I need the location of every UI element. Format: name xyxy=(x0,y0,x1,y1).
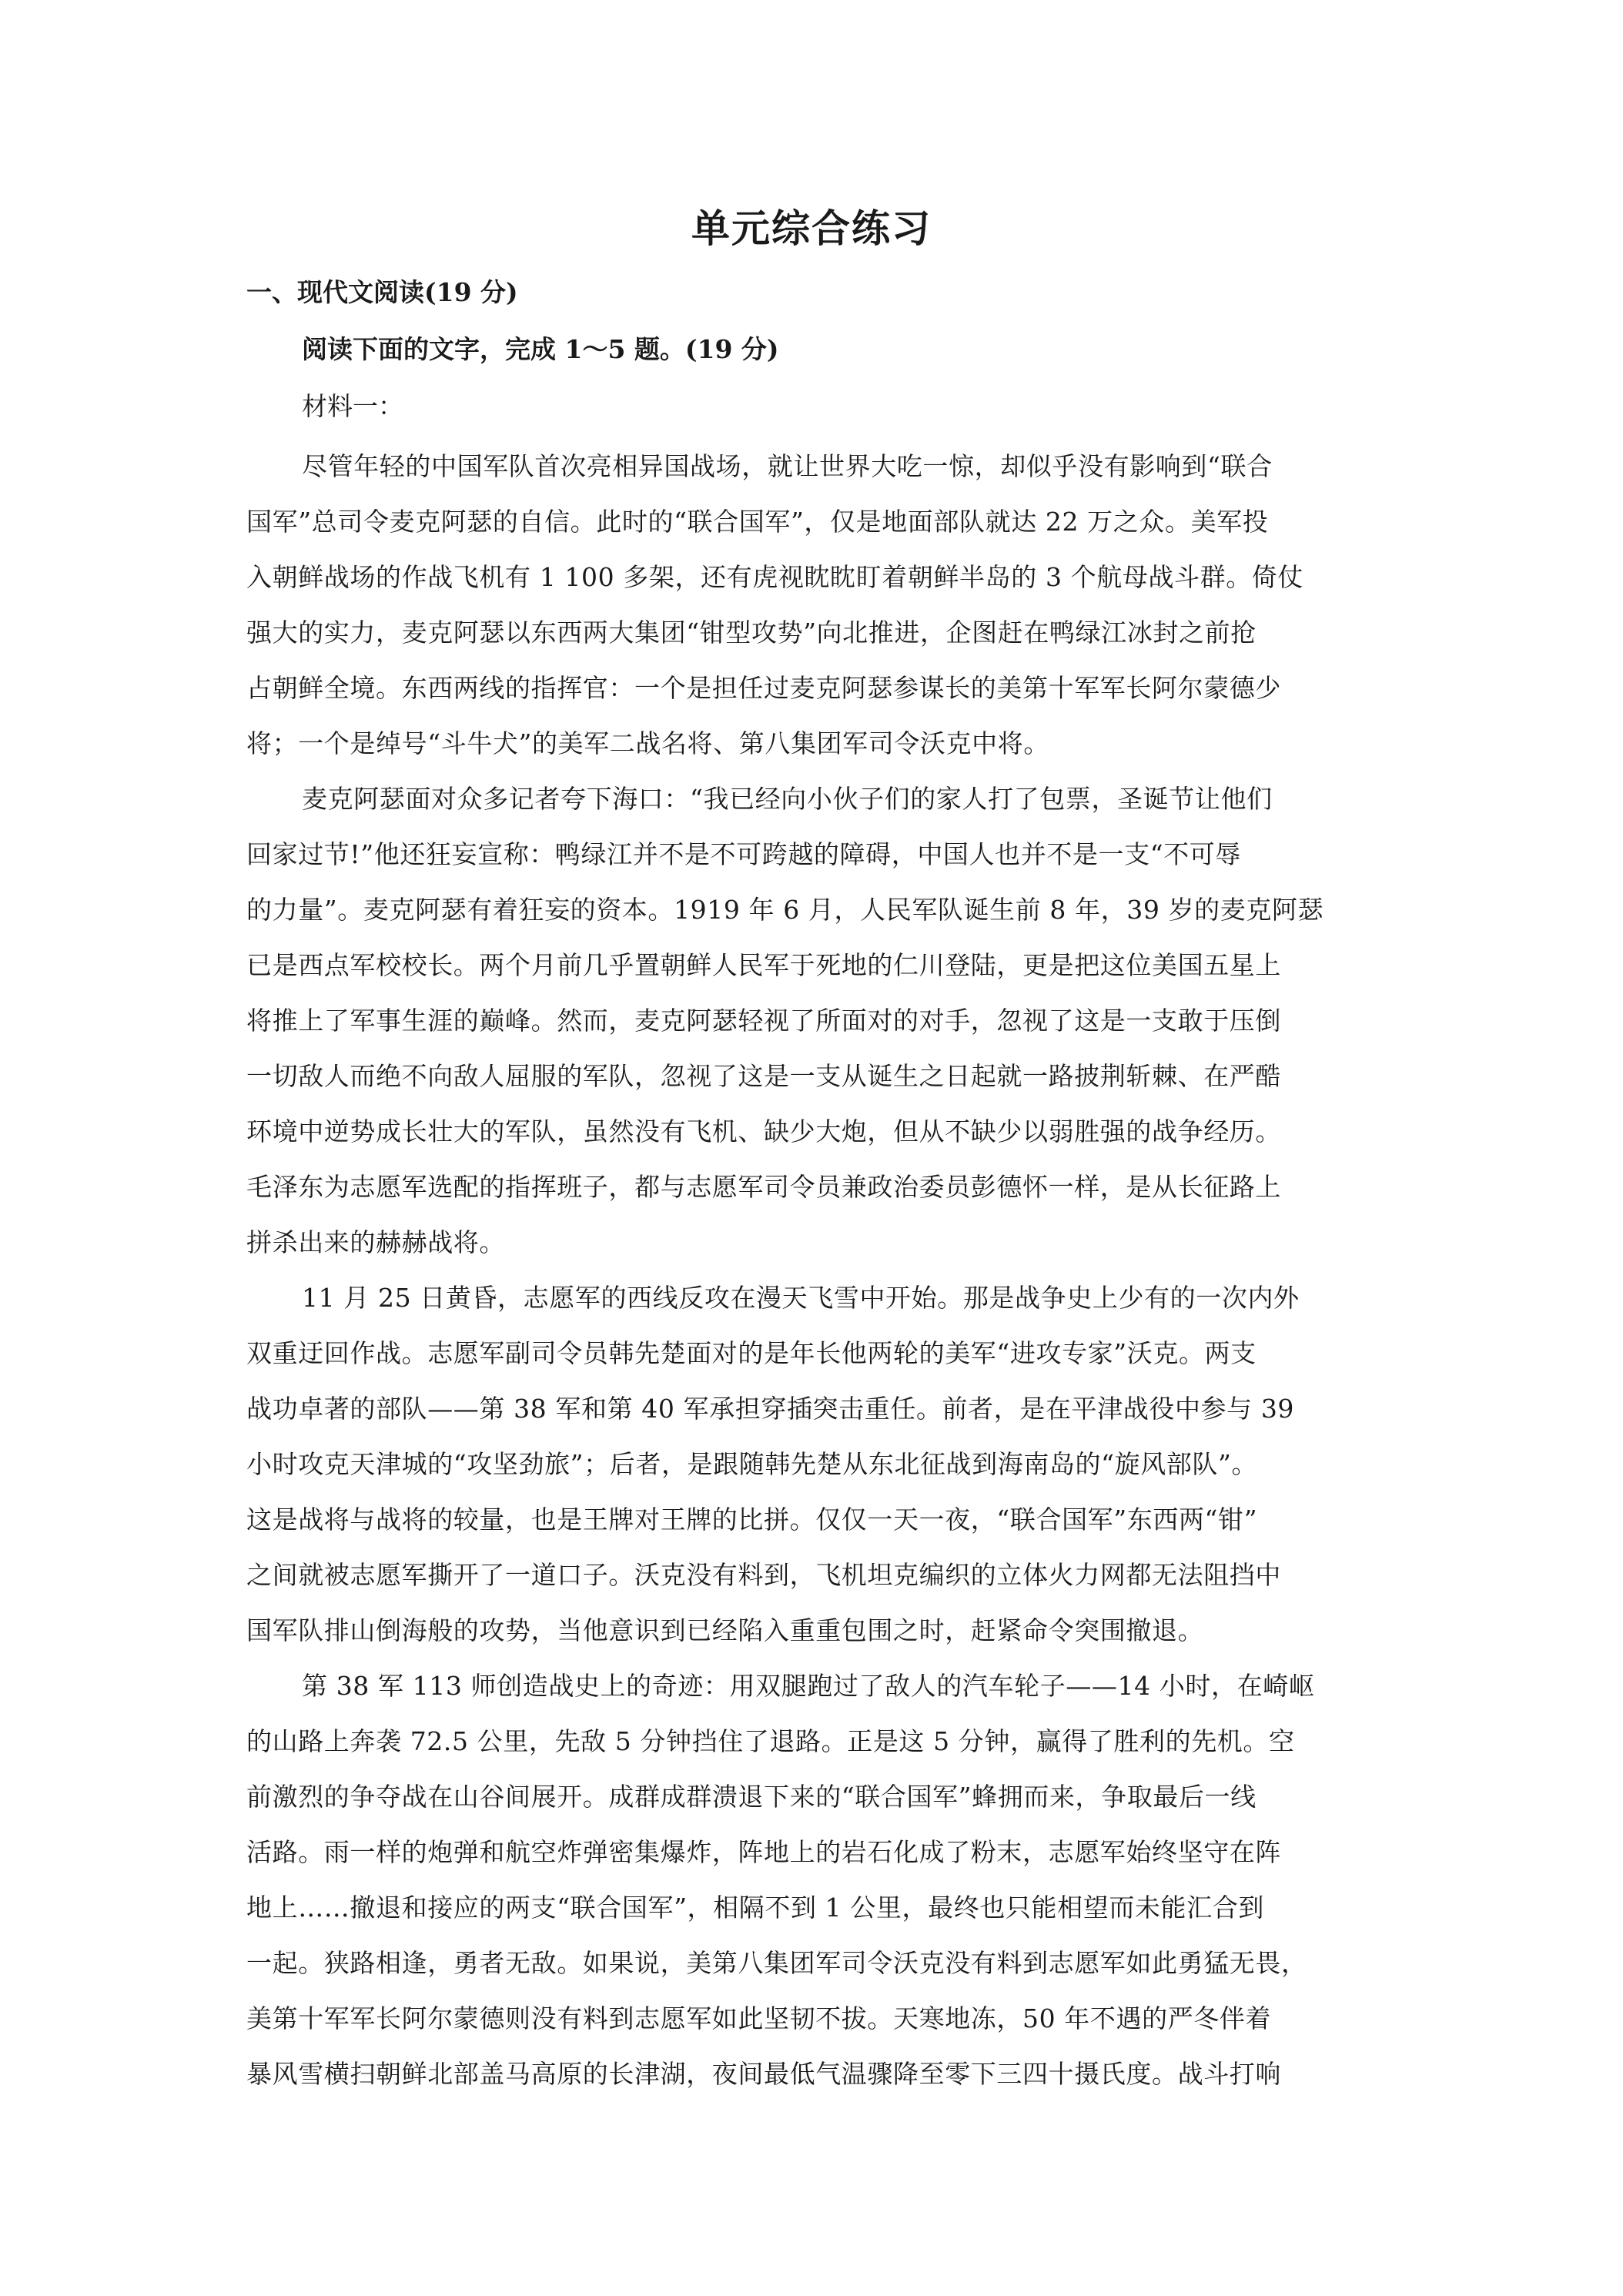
paragraph-4 xyxy=(246,1658,1386,2102)
paragraph-line: 之间就被志愿军撕开了一道口子。沃克没有料到，飞机坦克编织的立体火力网都无法阻挡中 xyxy=(246,1560,1281,1590)
paragraph-line: 的山路上奔袭 72.5 公里，先敌 5 分钟挡住了退路。正是这 5 分钟，赢得了胜利的先机。空 xyxy=(246,1726,1295,1756)
paragraph-line: 回家过节!”他还狂妄宣称：鸭绿江并不是不可跨越的障碍，中国人也并不是一支“不可辱 xyxy=(246,839,1242,869)
paragraph-line: 的力量”。麦克阿瑟有着狂妄的资本。1919 年 6 月，人民军队诞生前 8 年，39 岁的麦克阿瑟 xyxy=(246,895,1324,925)
material-label: 材料一： xyxy=(302,391,403,421)
paragraph-line: 战功卓著的部队——第 38 军和第 40 军承担穿插突击重任。前者，是在平津战役中参与 39 xyxy=(246,1394,1295,1424)
paragraph-line: 地上……撤退和接应的两支“联合国军”，相隔不到 1 公里，最终也只能相望而未能汇合到 xyxy=(246,1893,1264,1923)
paragraph-line: 占朝鲜全境。东西两线的指挥官：一个是担任过麦克阿瑟参谋长的美第十军军长阿尔蒙德少 xyxy=(246,673,1281,703)
section-heading: 一、现代文阅读(19 分) xyxy=(246,277,518,307)
paragraph-line: 毛泽东为志愿军选配的指挥班子，都与志愿军司令员兼政治委员彭德怀一样，是从长征路上 xyxy=(246,1172,1281,1202)
paragraph-line: 已是西点军校校长。两个月前几乎置朝鲜人民军于死地的仁川登陆，更是把这位美国五星上 xyxy=(246,950,1281,980)
paragraph-line: 小时攻克天津城的“攻坚劲旅”；后者，是跟随韩先楚从东北征战到海南岛的“旋风部队”。 xyxy=(246,1449,1258,1479)
paragraph-line: 国军队排山倒海般的攻势，当他意识到已经陷入重重包围之时，赶紧命令突围撤退。 xyxy=(246,1615,1204,1645)
paragraph-line: 入朝鲜战场的作战飞机有 1 100 多架，还有虎视眈眈盯着朝鲜半岛的 3 个航母战斗群。倚仗 xyxy=(246,562,1304,592)
paragraph-line: 这是战将与战将的较量，也是王牌对王牌的比拼。仅仅一天一夜，“联合国军”东西两“钳” xyxy=(246,1504,1258,1535)
paragraph-line: 麦克阿瑟面对众多记者夸下海口：“我已经向小伙子们的家人打了包票，圣诞节让他们 xyxy=(302,784,1273,814)
paragraph-line: 第 38 军 113 师创造战史上的奇迹：用双腿跑过了敌人的汽车轮子——14 小时，在崎岖 xyxy=(302,1671,1315,1701)
paragraph-line: 暴风雪横扫朝鲜北部盖马高原的长津湖，夜间最低气温骤降至零下三四十摄氏度。战斗打响 xyxy=(246,2059,1281,2089)
paragraph-line: 前激烈的争夺战在山谷间展开。成群成群溃退下来的“联合国军”蜂拥而来，争取最后一线 xyxy=(246,1782,1257,1812)
paragraph-1 xyxy=(246,439,1386,771)
paragraph-2 xyxy=(246,771,1386,1270)
paragraph-line: 尽管年轻的中国军队首次亮相异国战场，就让世界大吃一惊，却似乎没有影响到“联合 xyxy=(302,451,1273,481)
paragraph-line: 环境中逆势成长壮大的军队，虽然没有飞机、缺少大炮，但从不缺少以弱胜强的战争经历。 xyxy=(246,1116,1281,1146)
paragraph-3 xyxy=(246,1270,1386,1658)
paragraph-line: 11 月 25 日黄昏，志愿军的西线反攻在漫天飞雪中开始。那是战争史上少有的一次内外 xyxy=(302,1283,1300,1313)
paragraph-line: 国军”总司令麦克阿瑟的自信。此时的“联合国军”，仅是地面部队就达 22 万之众。美军投 xyxy=(246,507,1269,537)
paragraph-line: 强大的实力，麦克阿瑟以东西两大集团“钳型攻势”向北推进，企图赶在鸭绿江冰封之前抢 xyxy=(246,618,1257,648)
reading-instruction: 阅读下面的文字，完成 1～5 题。(19 分) xyxy=(302,334,779,364)
paragraph-line: 一起。狭路相逢，勇者无敌。如果说，美第八集团军司令沃克没有料到志愿军如此勇猛无畏， xyxy=(246,1948,1307,1978)
paragraph-line: 将；一个是绰号“斗牛犬”的美军二战名将、第八集团军司令沃克中将。 xyxy=(246,728,1049,758)
paragraph-line: 一切敌人而绝不向敌人屈服的军队，忽视了这是一支从诞生之日起就一路披荆斩棘、在严酷 xyxy=(246,1061,1281,1091)
paragraph-line: 双重迂回作战。志愿军副司令员韩先楚面对的是年长他两轮的美军“进攻专家”沃克。两支 xyxy=(246,1338,1257,1368)
article-body xyxy=(246,439,1386,2102)
paragraph-line: 活路。雨一样的炮弹和航空炸弹密集爆炸，阵地上的岩石化成了粉末，志愿军始终坚守在阵 xyxy=(246,1837,1281,1867)
page-title: 单元综合练习 xyxy=(691,206,932,251)
paragraph-line: 美第十军军长阿尔蒙德则没有料到志愿军如此坚韧不拔。天寒地冻，50 年不遇的严冬伴着 xyxy=(246,2003,1272,2033)
paragraph-line: 拼杀出来的赫赫战将。 xyxy=(246,1227,505,1257)
paragraph-line: 将推上了军事生涯的巅峰。然而，麦克阿瑟轻视了所面对的对手，忽视了这是一支敢于压倒 xyxy=(246,1006,1281,1036)
